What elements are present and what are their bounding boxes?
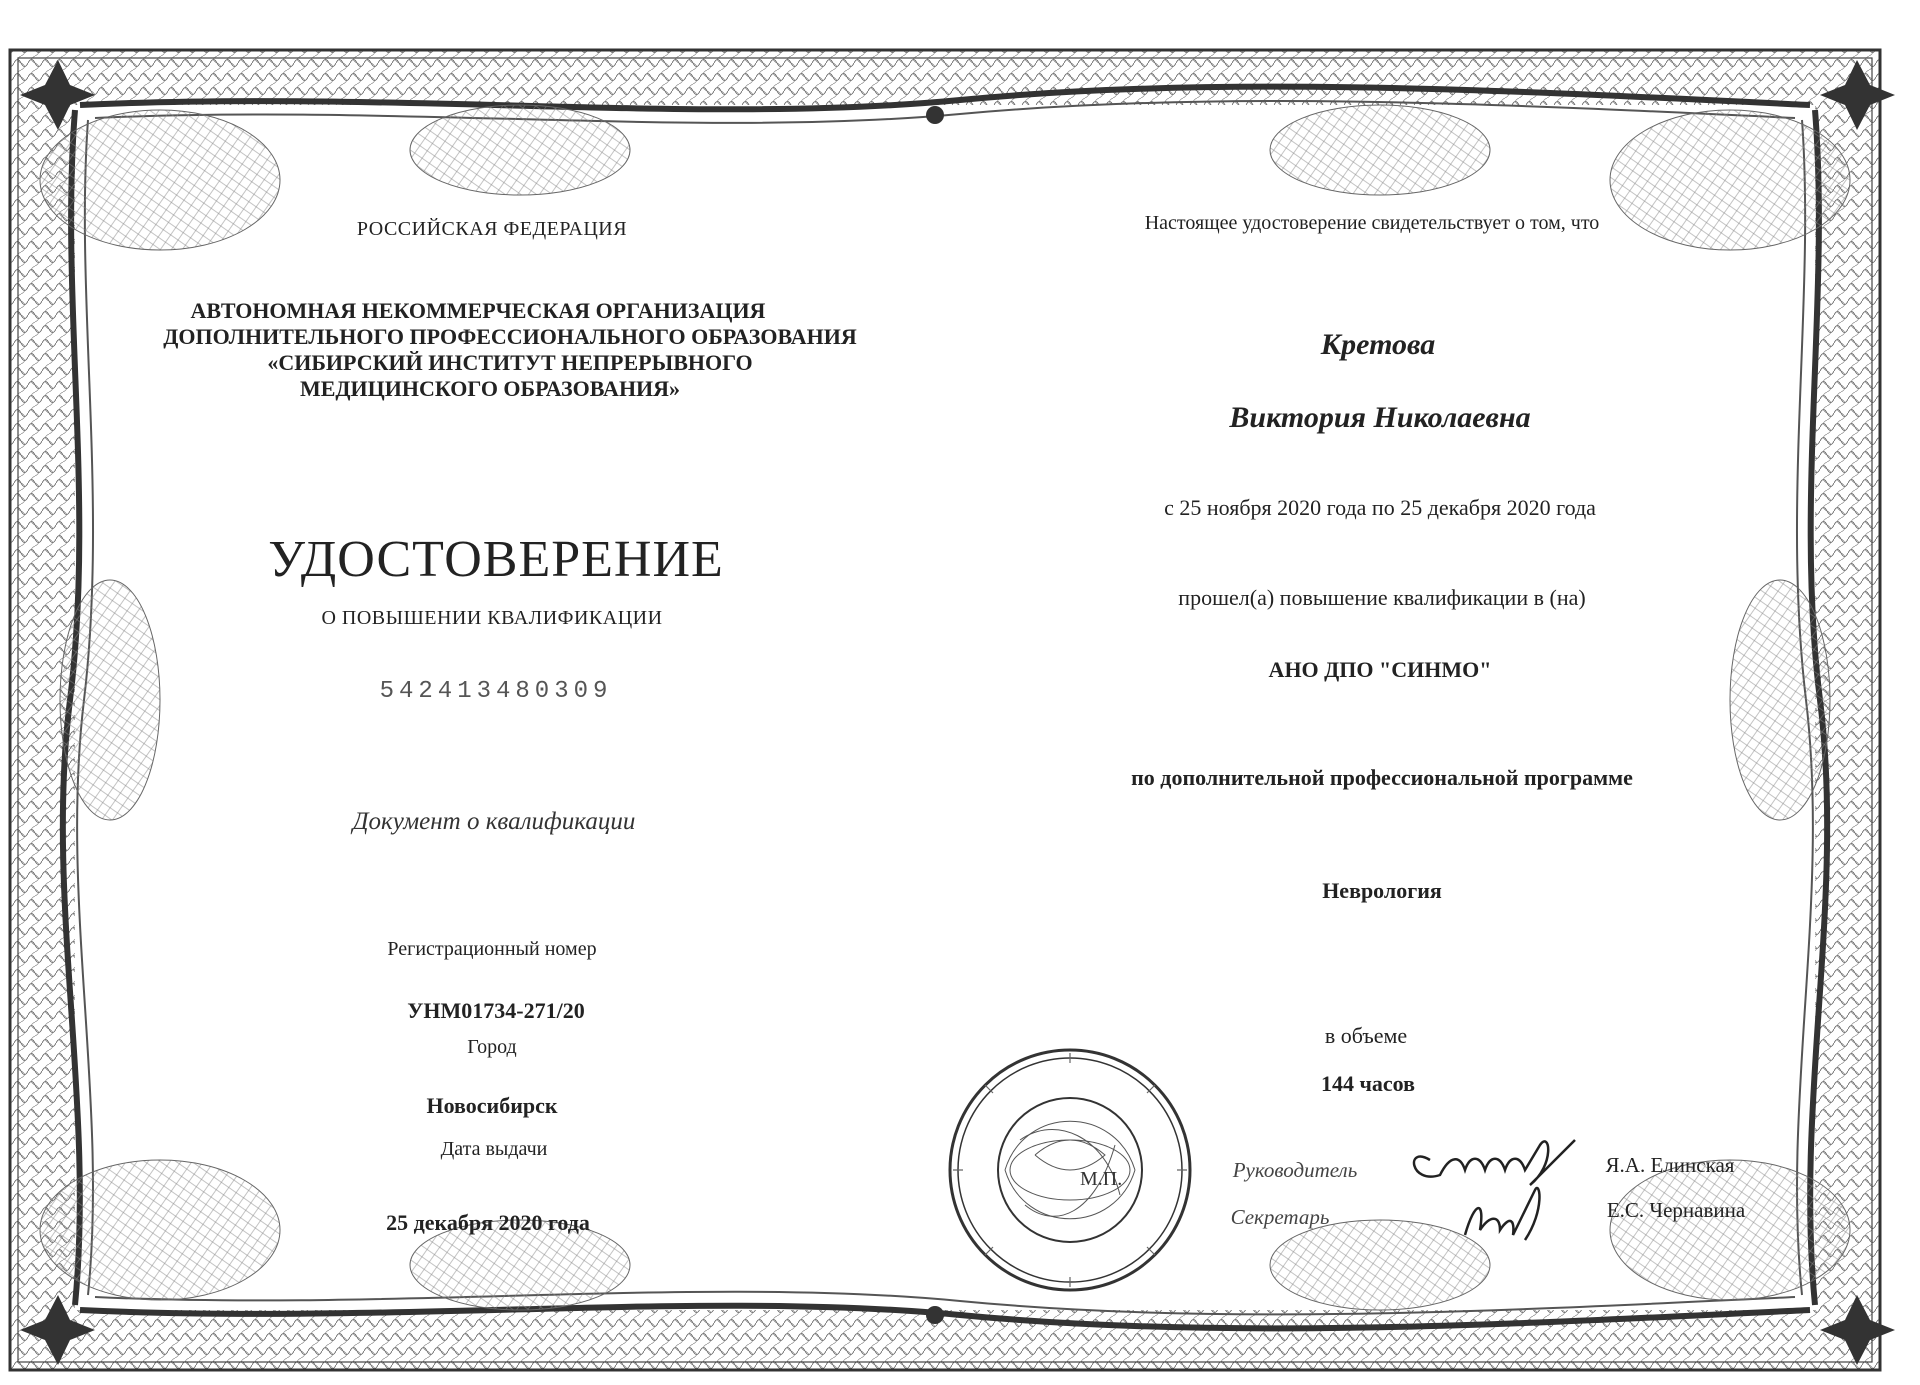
secretary-signature — [1455, 1180, 1565, 1250]
registration-label: Регистрационный номер — [387, 938, 597, 960]
certificate-intro: Настоящее удостоверение свидетельствует о том, что — [1144, 212, 1600, 234]
country-name: РОССИЙСКАЯ ФЕДЕРАЦИЯ — [356, 218, 628, 240]
official-stamp — [945, 1045, 1195, 1295]
stamp-center-text: М.П. — [1080, 1168, 1123, 1190]
registration-number: УНМ01734-271/20 — [407, 998, 585, 1023]
org-name-line-4: МЕДИЦИНСКОГО ОБРАЗОВАНИЯ» — [299, 376, 681, 401]
head-name: Я.А. Елинская — [1605, 1153, 1735, 1177]
holder-surname: Кретова — [1320, 328, 1436, 361]
completed-statement: прошел(а) повышение квалификации в (на) — [1178, 585, 1586, 610]
secretary-label: Секретарь — [1230, 1205, 1330, 1229]
document-type: Документ о квалификации — [352, 808, 636, 835]
document-subtitle: О ПОВЫШЕНИИ КВАЛИФИКАЦИИ — [321, 607, 663, 629]
org-name-line-2: ДОПОЛНИТЕЛЬНОГО ПРОФЕССИОНАЛЬНОГО ОБРАЗОВАНИЯ — [163, 324, 857, 349]
volume-hours: 144 часов — [1320, 1071, 1416, 1096]
issue-date: 25 декабря 2020 года — [386, 1210, 590, 1235]
issue-date-label: Дата выдачи — [440, 1138, 548, 1160]
holder-given-names: Виктория Николаевна — [1229, 401, 1531, 434]
document-title: УДОСТОВЕРЕНИЕ — [268, 531, 724, 588]
institution-name: АНО ДПО "СИНМО" — [1268, 657, 1492, 682]
program-label: по дополнительной профессиональной программе — [1131, 765, 1633, 790]
head-label: Руководитель — [1232, 1158, 1358, 1182]
volume-label: в объеме — [1324, 1023, 1408, 1048]
training-period: с 25 ноября 2020 года по 25 декабря 2020 года — [1164, 495, 1596, 520]
org-name-line-1: АВТОНОМНАЯ НЕКОММЕРЧЕСКАЯ ОРГАНИЗАЦИЯ — [190, 298, 766, 323]
org-name-line-3: «СИБИРСКИЙ ИНСТИТУТ НЕПРЕРЫВНОГО — [267, 350, 753, 375]
city-value: Новосибирск — [426, 1093, 558, 1118]
city-label: Город — [467, 1036, 517, 1058]
secretary-name: Е.С. Чернавина — [1606, 1198, 1746, 1222]
serial-number: 542413480309 — [379, 678, 613, 705]
program-name: Неврология — [1322, 878, 1442, 903]
